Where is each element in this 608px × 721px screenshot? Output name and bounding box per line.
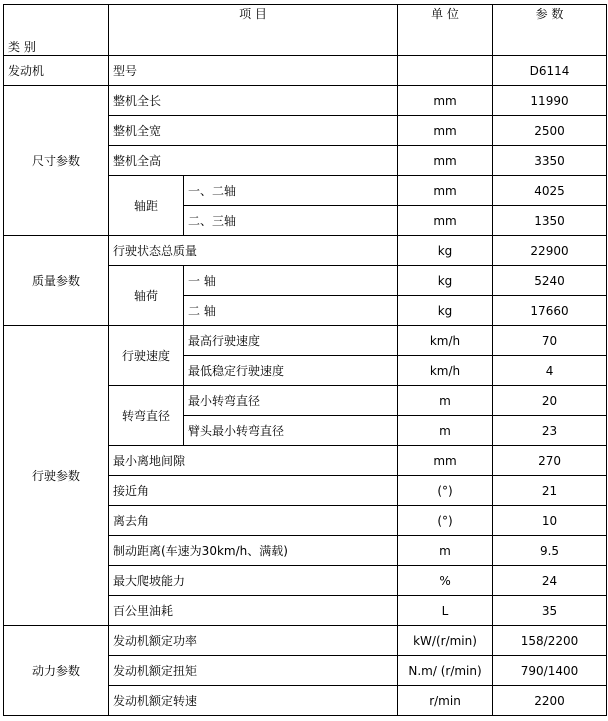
item-cell: 最高行驶速度 bbox=[184, 326, 398, 356]
unit-cell: mm bbox=[398, 116, 493, 146]
subgroup-speed: 行驶速度 bbox=[109, 326, 184, 386]
value-cell: 11990 bbox=[493, 86, 607, 116]
unit-cell: kg bbox=[398, 236, 493, 266]
unit-cell: kg bbox=[398, 296, 493, 326]
value-cell: 1350 bbox=[493, 206, 607, 236]
unit-cell: N.m/ (r/min) bbox=[398, 656, 493, 686]
table-row bbox=[4, 236, 607, 266]
value-cell: 3350 bbox=[493, 146, 607, 176]
item-cell: 一 轴 bbox=[184, 266, 398, 296]
item-cell: 制动距离(车速为30km/h、满载) bbox=[109, 536, 398, 566]
item-cell: 二 轴 bbox=[184, 296, 398, 326]
item-cell: 整机全长 bbox=[109, 86, 398, 116]
item-cell: 接近角 bbox=[109, 476, 398, 506]
item-cell: 整机全高 bbox=[109, 146, 398, 176]
item-cell: 一、二轴 bbox=[184, 176, 398, 206]
unit-cell: (°) bbox=[398, 506, 493, 536]
value-cell: 158/2200 bbox=[493, 626, 607, 656]
item-cell: 发动机额定功率 bbox=[109, 626, 398, 656]
unit-cell: m bbox=[398, 386, 493, 416]
spec-table bbox=[3, 4, 607, 716]
header-unit: 单 位 bbox=[398, 5, 493, 56]
value-cell: 22900 bbox=[493, 236, 607, 266]
unit-cell: L bbox=[398, 596, 493, 626]
value-cell: 20 bbox=[493, 386, 607, 416]
item-cell: 行驶状态总质量 bbox=[109, 236, 398, 266]
header-value: 参 数 bbox=[493, 5, 607, 56]
item-cell: 百公里油耗 bbox=[109, 596, 398, 626]
item-cell: 二、三轴 bbox=[184, 206, 398, 236]
value-cell: 21 bbox=[493, 476, 607, 506]
unit-cell: km/h bbox=[398, 356, 493, 386]
table-row bbox=[4, 626, 607, 656]
table-row bbox=[4, 56, 607, 86]
unit-cell: kg bbox=[398, 266, 493, 296]
value-cell: 70 bbox=[493, 326, 607, 356]
category-engine: 发动机 bbox=[4, 56, 109, 86]
item-cell: 最大爬坡能力 bbox=[109, 566, 398, 596]
item-cell: 臂头最小转弯直径 bbox=[184, 416, 398, 446]
subgroup-turning: 转弯直径 bbox=[109, 386, 184, 446]
item-cell: 最小转弯直径 bbox=[184, 386, 398, 416]
unit-cell: mm bbox=[398, 206, 493, 236]
value-cell: 790/1400 bbox=[493, 656, 607, 686]
category-driving: 行驶参数 bbox=[4, 326, 109, 626]
category-mass: 质量参数 bbox=[4, 236, 109, 326]
value-cell: 2500 bbox=[493, 116, 607, 146]
item-cell: 离去角 bbox=[109, 506, 398, 536]
header-category: 类 别 bbox=[4, 5, 109, 56]
unit-cell: mm bbox=[398, 446, 493, 476]
header-item: 项 目 bbox=[109, 5, 398, 56]
item-cell: 整机全宽 bbox=[109, 116, 398, 146]
unit-cell: mm bbox=[398, 86, 493, 116]
unit-cell: km/h bbox=[398, 326, 493, 356]
value-cell: 2200 bbox=[493, 686, 607, 716]
value-cell: 4 bbox=[493, 356, 607, 386]
unit-cell: m bbox=[398, 416, 493, 446]
value-cell: D6114 bbox=[493, 56, 607, 86]
category-power: 动力参数 bbox=[4, 626, 109, 716]
table-row bbox=[4, 326, 607, 356]
value-cell: 23 bbox=[493, 416, 607, 446]
item-cell: 型号 bbox=[109, 56, 398, 86]
subgroup-wheelbase: 轴距 bbox=[109, 176, 184, 236]
value-cell: 24 bbox=[493, 566, 607, 596]
value-cell: 4025 bbox=[493, 176, 607, 206]
item-cell: 最小离地间隙 bbox=[109, 446, 398, 476]
value-cell: 270 bbox=[493, 446, 607, 476]
table-row bbox=[4, 86, 607, 116]
item-cell: 最低稳定行驶速度 bbox=[184, 356, 398, 386]
header-row bbox=[4, 5, 607, 56]
unit-cell: kW/(r/min) bbox=[398, 626, 493, 656]
unit-cell bbox=[398, 56, 493, 86]
unit-cell: mm bbox=[398, 176, 493, 206]
unit-cell: mm bbox=[398, 146, 493, 176]
unit-cell: r/min bbox=[398, 686, 493, 716]
value-cell: 9.5 bbox=[493, 536, 607, 566]
unit-cell: % bbox=[398, 566, 493, 596]
subgroup-axle-load: 轴荷 bbox=[109, 266, 184, 326]
value-cell: 10 bbox=[493, 506, 607, 536]
unit-cell: (°) bbox=[398, 476, 493, 506]
category-dimensions: 尺寸参数 bbox=[4, 86, 109, 236]
item-cell: 发动机额定转速 bbox=[109, 686, 398, 716]
item-cell: 发动机额定扭矩 bbox=[109, 656, 398, 686]
value-cell: 35 bbox=[493, 596, 607, 626]
unit-cell: m bbox=[398, 536, 493, 566]
value-cell: 17660 bbox=[493, 296, 607, 326]
value-cell: 5240 bbox=[493, 266, 607, 296]
